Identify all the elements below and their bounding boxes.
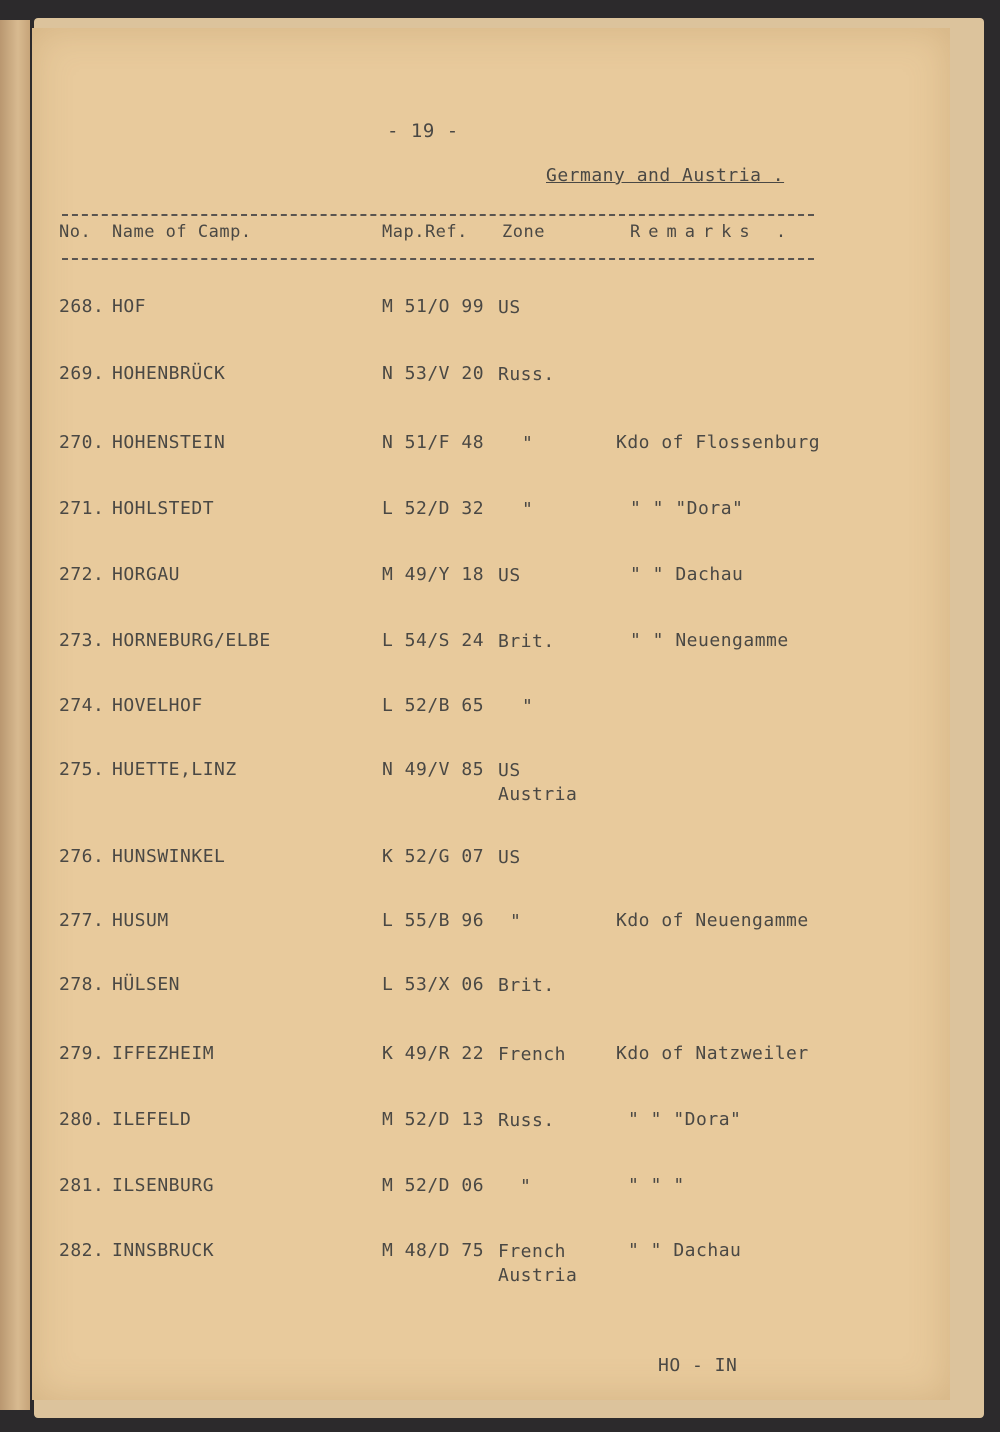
remarks: " " Neuengamme [630,630,789,651]
camp-name: HUETTE,LINZ [112,759,237,780]
map-ref: L 54/S 24 [382,630,485,651]
row-number: 268. [59,296,105,317]
document-page [32,28,950,1400]
footer-range-code: HO - IN [658,1355,738,1376]
map-ref: M 51/O 99 [382,296,485,317]
table-row [32,1175,950,1215]
remarks: " " "Dora" [630,498,744,519]
table-row [32,564,950,604]
map-ref: M 49/Y 18 [382,564,485,585]
column-header-map-ref: Map.Ref. [382,222,468,242]
zone: Brit. [498,975,555,996]
zone: French Austria [498,1241,578,1286]
row-number: 270. [59,432,105,453]
remarks: " " " [628,1175,685,1196]
camp-name: HORNEBURG/ELBE [112,630,271,651]
table-row [32,1240,950,1286]
row-number: 280. [59,1109,105,1130]
camp-name: HORGAU [112,564,181,585]
zone: French [498,1044,567,1065]
table-row [32,432,950,472]
zone: Russ. [498,364,555,385]
camp-name: HOHENSTEIN [112,432,226,453]
section-title: Germany and Austria . [546,165,785,186]
table-row [32,498,950,538]
table-row [32,846,950,886]
zone: US [498,565,521,586]
row-number: 269. [59,363,105,384]
map-ref: N 51/F 48 [382,432,485,453]
row-number: 272. [59,564,105,585]
table-row [32,974,950,1014]
row-number: 273. [59,630,105,651]
remarks: " " "Dora" [628,1109,742,1130]
map-ref: N 49/V 85 [382,759,485,780]
zone: Brit. [498,631,555,652]
row-number: 278. [59,974,105,995]
map-ref: M 52/D 13 [382,1109,485,1130]
map-ref: M 48/D 75 [382,1240,485,1261]
column-header-no: No. [59,222,92,242]
camp-name: HOHENBRÜCK [112,363,226,384]
camp-name: HÜLSEN [112,974,181,995]
header-rule-bottom [62,258,814,260]
zone: US [498,297,521,318]
table-row [32,695,950,735]
camp-name: ILSENBURG [112,1175,215,1196]
table-row [32,296,950,336]
remarks: " " Dachau [628,1240,742,1261]
header-rule-top [62,214,814,216]
map-ref: L 52/D 32 [382,498,485,519]
zone: " [520,1176,532,1197]
camp-name: HUNSWINKEL [112,846,226,867]
camp-name: HOVELHOF [112,695,203,716]
map-ref: K 52/G 07 [382,846,485,867]
table-row [32,1109,950,1149]
camp-name: HOF [112,296,147,317]
camp-name: HOHLSTEDT [112,498,215,519]
map-ref: M 52/D 06 [382,1175,485,1196]
remarks: Kdo of Neuengamme [616,910,809,931]
map-ref: L 53/X 06 [382,974,485,995]
row-number: 271. [59,498,105,519]
remarks: " " Dachau [630,564,744,585]
remarks: Kdo of Natzweiler [616,1043,809,1064]
column-header-name: Name of Camp. [112,222,252,242]
zone: Russ. [498,1110,555,1131]
camp-name: IFFEZHEIM [112,1043,215,1064]
row-number: 281. [59,1175,105,1196]
remarks: Kdo of Flossenburg [616,432,821,453]
zone: US [498,847,521,868]
table-row [32,759,950,805]
column-header-zone: Zone [502,222,545,242]
zone: " [522,696,534,717]
map-ref: K 49/R 22 [382,1043,485,1064]
map-ref: L 52/B 65 [382,695,485,716]
page-number: - 19 - [387,120,459,142]
zone: " [522,499,534,520]
row-number: 275. [59,759,105,780]
row-number: 277. [59,910,105,931]
column-header-remarks: Remarks . [630,222,795,242]
row-number: 282. [59,1240,105,1261]
zone: " [510,911,522,932]
camp-name: HUSUM [112,910,169,931]
table-row [32,363,950,403]
row-number: 274. [59,695,105,716]
camp-name: ILEFELD [112,1109,192,1130]
zone: US Austria [498,760,578,805]
map-ref: L 55/B 96 [382,910,485,931]
zone: " [522,433,534,454]
table-row [32,1043,950,1083]
row-number: 279. [59,1043,105,1064]
camp-name: INNSBRUCK [112,1240,215,1261]
left-page-edge [0,20,30,1410]
table-row [32,910,950,950]
row-number: 276. [59,846,105,867]
map-ref: N 53/V 20 [382,363,485,384]
table-row [32,630,950,670]
